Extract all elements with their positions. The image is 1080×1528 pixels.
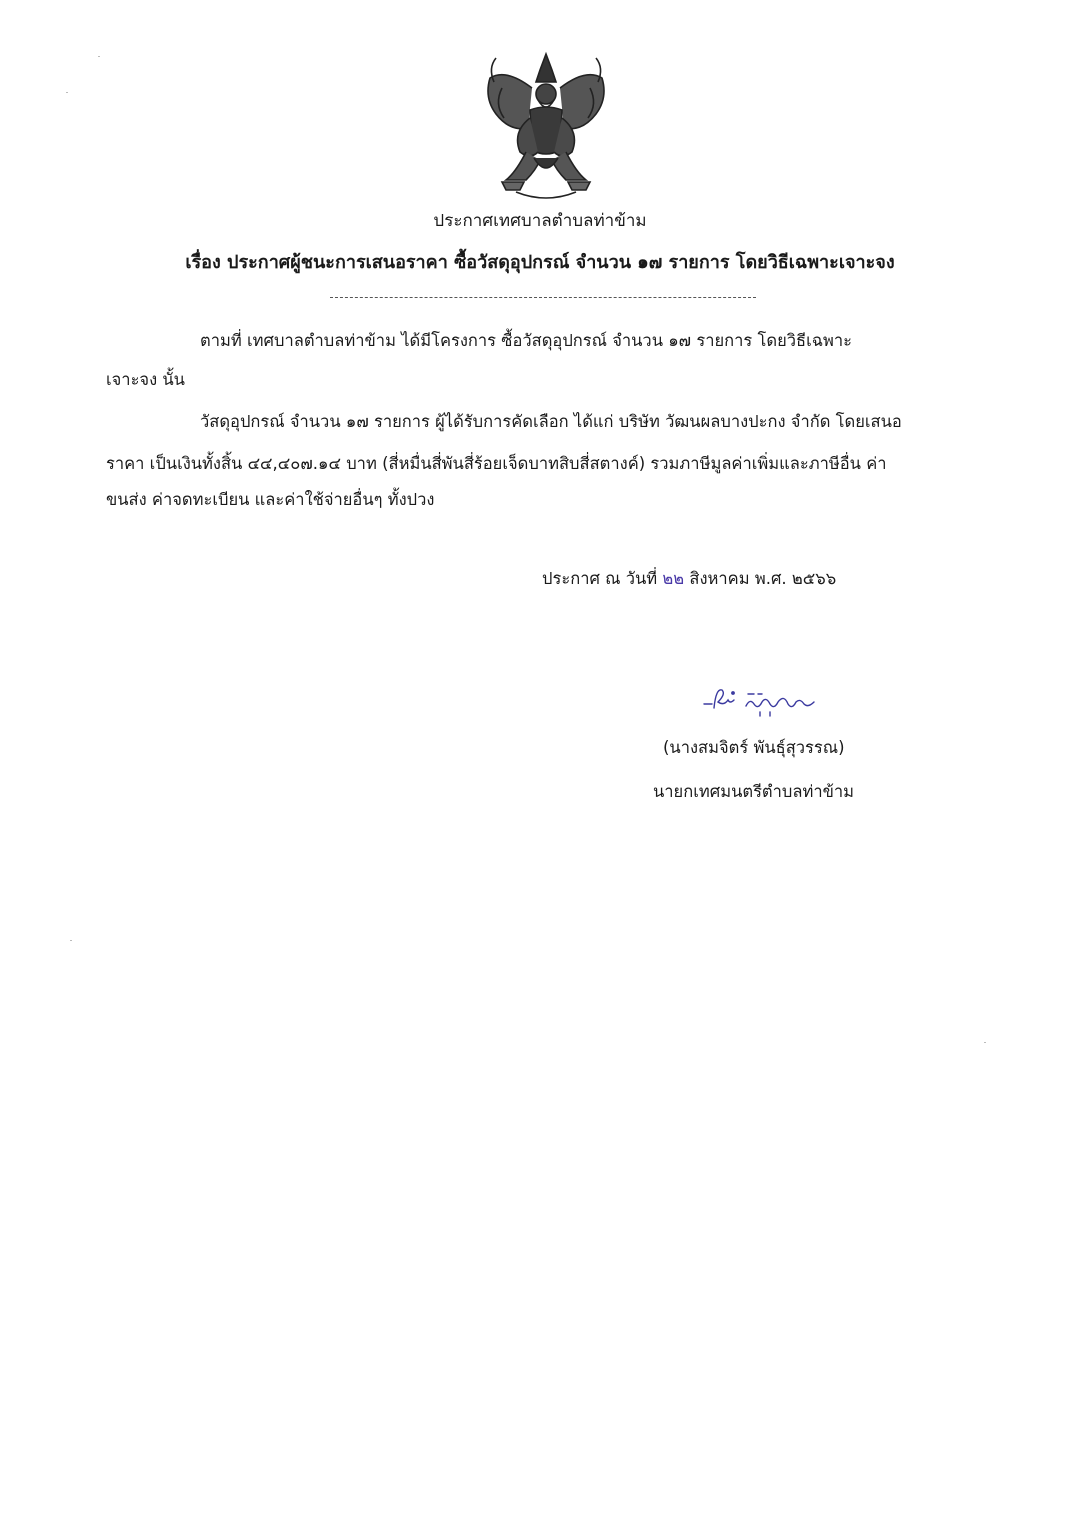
separator-line (330, 297, 756, 298)
signer-name: (นางสมจิตร์ พันธุ์สุวรรณ) (663, 738, 845, 757)
document-title: ประกาศเทศบาลตำบลท่าข้าม (433, 211, 647, 231)
paragraph2-line1: วัสดุอุปกรณ์ จำนวน ๑๗ รายการ ผู้ได้รับการคัดเลือก ได้แก่ บริษัท วัฒนผลบางปะกง จำกัด โดยเสนอ (200, 412, 902, 431)
scan-speck (66, 92, 68, 93)
paragraph1-line2: เจาะจง นั้น (106, 370, 185, 389)
paragraph1-line1: ตามที่ เทศบาลตำบลท่าข้าม ได้มีโครงการ ซื้อวัสดุอุปกรณ์ จำนวน ๑๗ รายการ โดยวิธีเฉพาะ (200, 331, 852, 350)
date-prefix: ประกาศ ณ วันที่ (542, 569, 663, 588)
document-subject: เรื่อง ประกาศผู้ชนะการเสนอราคา ซื้อวัสดุอุปกรณ์ จำนวน ๑๗ รายการ โดยวิธีเฉพาะเจาะจง (185, 252, 895, 273)
garuda-emblem-icon (476, 48, 616, 204)
paragraph2-line2: ราคา เป็นเงินทั้งสิ้น ๔๔,๔๐๗.๑๔ บาท (สี่หมื่นสี่พันสี่ร้อยเจ็ดบาทสิบสี่สตางค์) รวมภาษีมูลค่าเพิ่มและภาษีอื่น ค่า (106, 454, 887, 473)
handwritten-signature-icon (700, 680, 830, 720)
paragraph2-line3: ขนส่ง ค่าจดทะเบียน และค่าใช้จ่ายอื่นๆ ทั้งปวง (106, 490, 435, 509)
scan-speck (984, 1042, 986, 1043)
date-day: ๒๒ (662, 569, 685, 588)
date-suffix: สิงหาคม พ.ศ. ๒๕๖๖ (684, 569, 837, 588)
signer-position: นายกเทศมนตรีตำบลท่าข้าม (653, 782, 855, 801)
scan-speck (70, 940, 72, 941)
announcement-date (542, 566, 836, 592)
scan-speck (98, 56, 100, 57)
